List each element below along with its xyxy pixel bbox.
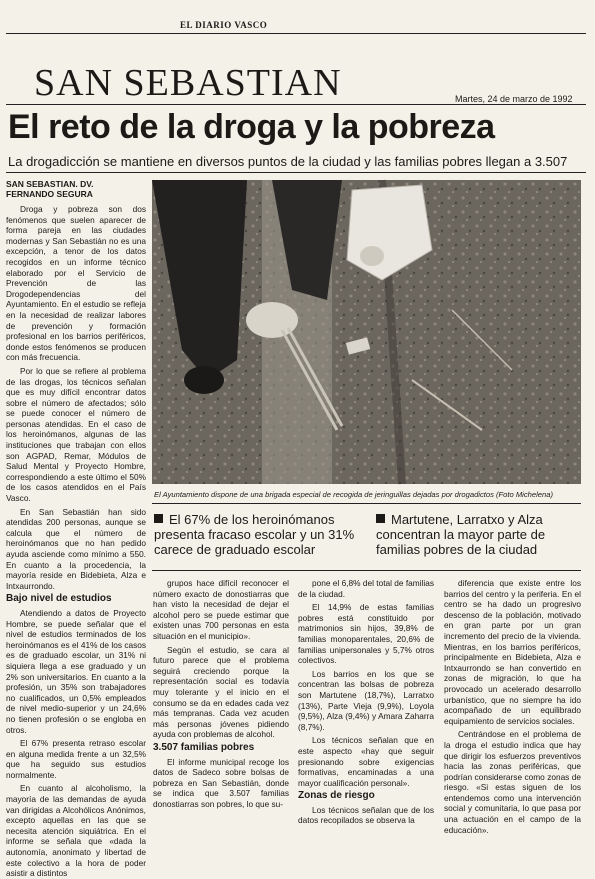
photo-illustration [152,180,581,484]
paragraph: Por lo que se refiere al problema de las drogas, los técnicos señalan que es muy difícil encontrar datos sobre el número de afectados; sólo se puede conocer el número de personas atendidas. En el caso de los heroinómanos, algunas de las instituciones que trabajan con ellos son AGPAD, Remar, Módulos de Salud Mental y Proyecto Hombre, correspondiendo a este último el 50% de los casos atendidos en el País Vasco. [6,365,146,504]
square-bullet-icon [154,514,163,523]
subheadline: La drogadicción se mantiene en diversos puntos de la ciudad y las familias pobres llegan a 3.507 [8,154,568,169]
subheading: Bajo nivel de estudios [6,593,112,605]
pullquote-heroin [154,512,359,557]
pullquote-text: El 67% de los heroinómanos presenta fracaso escolar y un 31% carece de graduado escolar [154,512,355,557]
subheading: 3.507 familias pobres [153,741,255,753]
divider [152,570,581,571]
paragraph: Droga y pobreza son dos fenómenos que suelen aparecer de forma pareja en las ciudades modernas y San Sebastián no es una excepción, a tenor de los datos recogidos en un informe técnico elaborado por el Servicio de Prevención de las Drogodependencias del Ayuntamiento. En el estudio se refleja en la necesidad de realizar labores de prevención y formación profesional en los barrios periféricos, donde estos fenómenos se producen con más frecuencia. [6,204,146,363]
paragraph: grupos hace difícil reconocer el número exacto de donostiarras que han visto la necesidad de dejar el alcohol pero se puede estimar que existen unas 700 personas en esta situación en el municipio». [153,578,289,641]
photo-caption: El Ayuntamiento dispone de una brigada especial de recogida de jeringuillas dejadas por drogadictos (Foto Michelena) [154,490,553,499]
divider [6,104,586,105]
article-column-3 [298,578,434,826]
paragraph: El informe municipal recoge los datos de Sadeco sobre bolsas de pobreza en San Sebastián, donde se indica que 3.507 familias donostiarras son pobres, lo que su- [153,756,289,809]
paragraph: El 67% presenta retraso escolar en alguna medida frente a un 32,5% que ha seguido sus estudios normalmente. [6,738,146,780]
square-bullet-icon [376,514,385,523]
masthead: EL DIARIO VASCO [180,20,268,30]
paragraph: Atendiendo a datos de Proyecto Hombre, se puede señalar que el nivel de estudios terminados de los heroinómanos es el 41% de los casos es de graduado escolar, un 31% ni siquiera llega a ese graduado y un 2% son universitarios. En cuanto a la profesión, un 35% son trabajadores no cualificados, un 0,5% empleados de nivel medio-superior y un 24,6% no tienen profesión o se engloba en otros. [6,607,146,735]
paragraph: Los técnicos señalan que de los datos recopilados se observa la [298,804,434,826]
byline-place: SAN SEBASTIAN. DV. [6,179,94,189]
divider [6,33,586,34]
pullquote-poverty [376,512,581,557]
byline-author: FERNANDO SEGURA [6,188,93,199]
headline: El reto de la droga y la pobreza [8,108,495,146]
byline [6,180,146,200]
paragraph: En San Sebastián han sido atendidas 200 personas, aunque se calcula que el número de heroinómanos que no han pedido ayuda asciende como mínimo a 550. En cuanto a la procedencia, la mayoría reside en Bidebieta, Alza e Intxaurrondo. [6,506,146,591]
paragraph: Los barrios en los que se concentran las bolsas de pobreza son Martutene (18,7%), Larratxo (13%), Parte Vieja (9,9%), Loyola (9,5%), Alza (9,4%) y Amara Zaharra (8,7%). [298,668,434,732]
news-photo [152,180,581,484]
divider [6,172,586,173]
article-column-2 [153,578,289,826]
pullquote-text: Martutene, Larratxo y Alza concentran la mayor parte de familias pobres de la ciudad [376,512,546,557]
paragraph: diferencia que existe entre los barrios del centro y la periferia. En el centro se ha dado un progresivo descenso de la población, motivado en gran parte por un gran incremento del precio de la vivienda. Mientras, en los barrios periféricos, principalmente en Bidebieta, Alza e Intxaurrondo se han convertido en zonas de migración, lo que ha provocado un acelerado desarrollo urbanístico, que no siempre ha ido acompañado de un equilibrado equipamiento de servicios sociales. [444,578,581,726]
section-title: SAN SEBASTIAN [34,62,342,104]
paragraph: Los técnicos señalan que en este aspecto «hay que seguir presionando sobre exigencias formativas, encaminadas a una mayor cualificación personal». [298,735,434,788]
date: Martes, 24 de marzo de 1992 [455,94,573,104]
paragraph: En cuanto al alcoholismo, la mayoría de las demandas de ayuda van dirigidas a Alcohólicos Anónimos, excepto aquellas en las que se necesita atención siquiátrica. En el informe se señala que «dada la autonomía, anonimato y libertad de este colectivo a la hora de poder asistir a distintos [6,783,146,879]
paragraph: pone el 6,8% del total de familias de la ciudad. [298,578,434,599]
paragraph: Según el estudio, se cara al futuro parece que el problema seguirá creciendo porque la representación social es todavía muy tolerante y el inicio en el consumo se da en edades cada vez más tempranas. Cada vez acuden más personas jóvenes pidiendo ayuda con problemas de alcohol. [153,644,289,740]
paragraph: El 14,9% de estas familias pobres está constituido por matrimonios sin hijos, 39,8% de familias monoparentales, 20,6% de familias unipersonales y 5,7% otros colectivos. [298,602,434,666]
divider [152,503,581,504]
subheading: Zonas de riesgo [298,790,375,802]
article-column-4 [444,578,581,835]
article-column-1 [6,204,146,879]
paragraph: Centrándose en el problema de la droga el estudio indica que hay que dirigir los esfuerzos preventivos hacia las zonas periféricas, que podrían considerarse como zonas de riesgo. «Si estas siguen de los entendemos como una intervención social y comunitaria, lo que pasa por una actuación en el campo de la educación». [444,729,581,835]
